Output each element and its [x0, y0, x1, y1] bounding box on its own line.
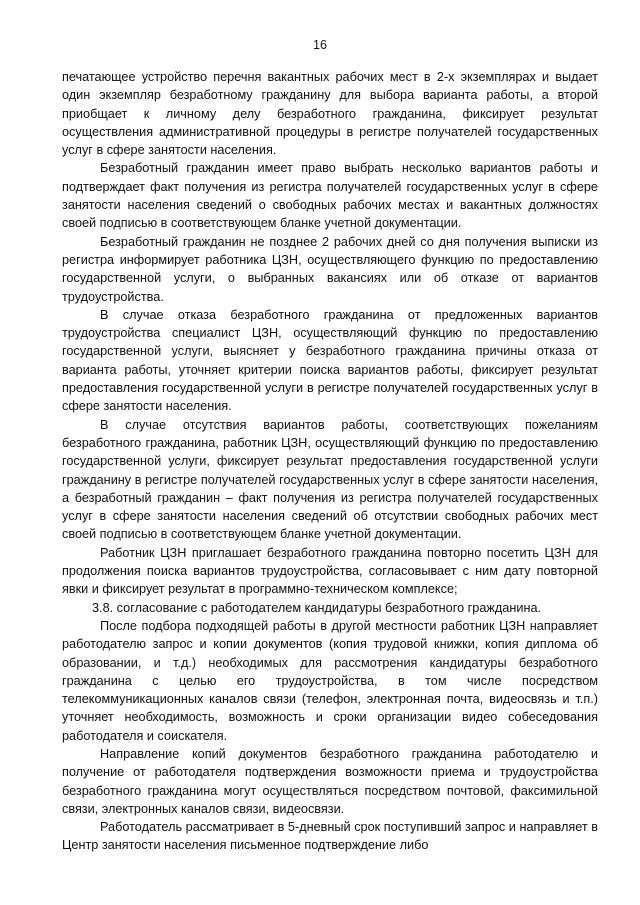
- paragraph-employer-request: После подбора подходящей работы в другой местности работник ЦЗН направляет работодателю запрос и копии документов (копия трудовой книжки, копия диплома об образовании, и т.д.) необходимых для рассмотрения кандидатуры безработного гражданина с целью его трудоустройства, в том числе посредством телекоммуникационных каналов связи (телефон, электронная почта, видеосвязь и т.п.) уточняет необходимость, возможность и сроки организации видео собеседования работодателя и соискателя.: [62, 618, 598, 743]
- paragraph-continuation: печатающее устройство перечня вакантных рабочих мест в 2-х экземплярах и выдает один экземпляр безработному гражданину для выбора варианта работы, а второй приобщает к личному делу безработного гражданина, фиксирует результат осуществления административной процедуры в регистре получателей государственных услуг в сфере занятости населения.: [62, 70, 598, 158]
- page-number: 16: [313, 38, 327, 52]
- paragraph-no-vacancies-case: В случае отсутствия вариантов работы, соответствующих пожеланиям безработного гражданина, работник ЦЗН, осуществляющий функцию по предоставлению государственной услуги, фиксирует результат предоставления государственной услуги гражданину в регистре получателей государственных услуг в сфере занятости населения, а безработный гражданин – факт получения из регистра получателей государственных услуг в сфере занятости населения сведений об отсутствии свободных рабочих мест своей подписью в соответствующем бланке учетной документации.: [62, 417, 598, 542]
- section-3-8-heading: 3.8. согласование с работодателем кандидатуры безработного гражданина.: [92, 600, 542, 615]
- document-body: [62, 68, 598, 855]
- paragraph-informs-worker: Безработный гражданин не позднее 2 рабочих дней со дня получения выписки из регистра информирует работника ЦЗН, осуществляющего функцию по предоставлению государственной услуги, о выбранных вакансиях или об отказе от вариантов трудоустройства.: [62, 234, 598, 304]
- paragraph-refusal-case: В случае отказа безработного гражданина от предложенных вариантов трудоустройства специалист ЦЗН, осуществляющий функцию по предоставлению государственной услуги, выясняет у безработного гражданина причины отказа от варианта работы, уточняет критерии поиска вариантов работы, фиксирует результат предоставления государственной услуги в регистре получателей государственных услуг в сфере занятости населения.: [62, 307, 598, 414]
- paragraph-repeat-visit: Работник ЦЗН приглашает безработного гражданина повторно посетить ЦЗН для продолжения поиска вариантов трудоустройства, согласовывает с ним дату повторной явки и фиксирует результат в программно-техническом комплексе;: [62, 545, 598, 597]
- paragraph-document-delivery: Направление копий документов безработного гражданина работодателю и получение от работодателя подтверждения возможности приема и трудоустройства безработного гражданина могут осуществляться посредством почтовой, факсимильной связи, электронных каналов связи, видеосвязи.: [62, 746, 598, 816]
- paragraph-choice-right: Безработный гражданин имеет право выбрать несколько вариантов работы и подтверждает факт получения из регистра получателей государственных услуг в сфере занятости населения сведений о свободных рабочих местах и вакантных должностях своей подписью в соответствующем бланке учетной документации.: [62, 161, 598, 231]
- paragraph-employer-review: Работодатель рассматривает в 5-дневный срок поступивший запрос и направляет в Центр занятости населения письменное подтверждение либо: [62, 820, 598, 853]
